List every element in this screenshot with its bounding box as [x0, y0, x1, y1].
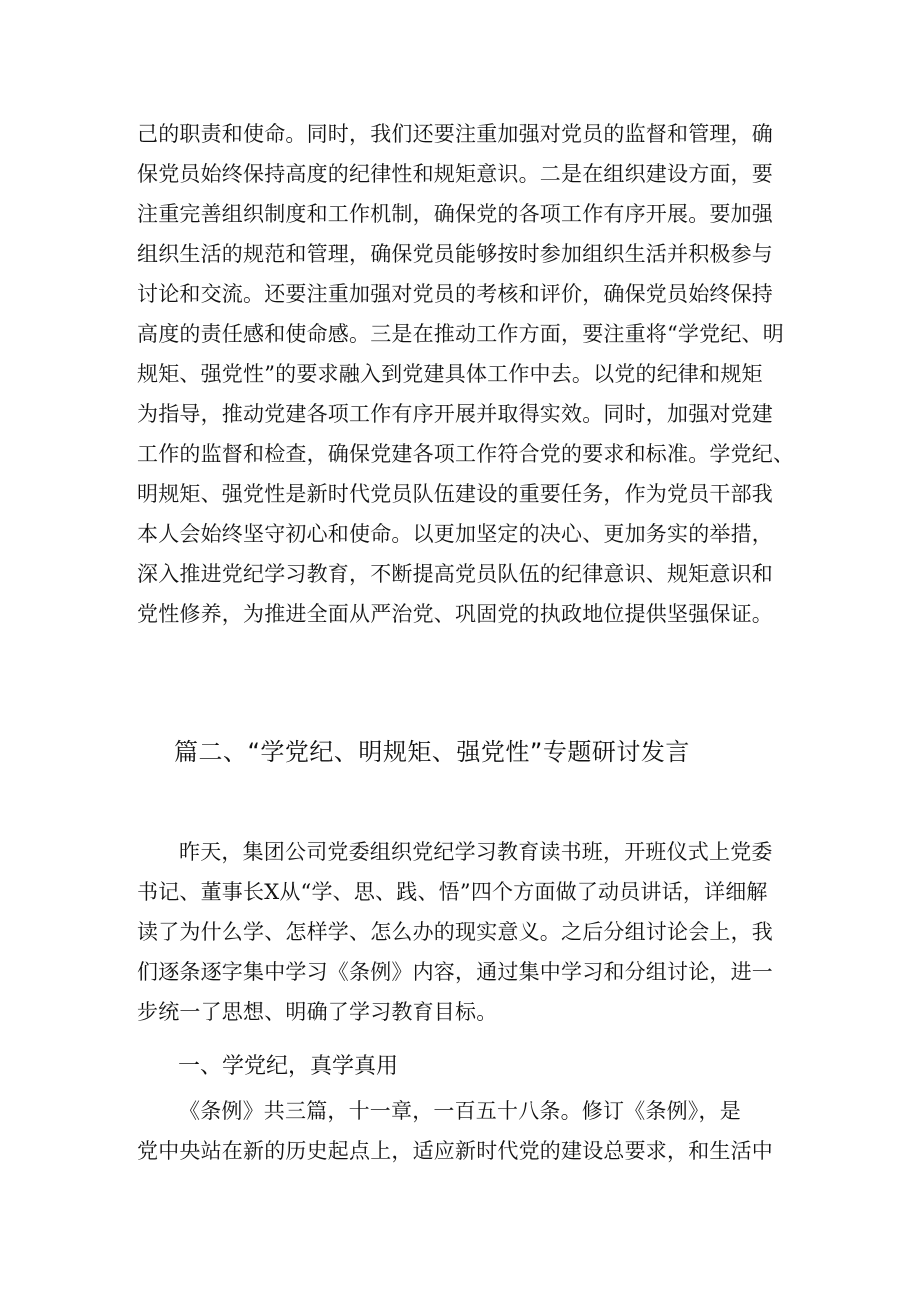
paragraph-line: 们逐条逐字集中学习《条例》内容，通过集中学习和分组讨论，进一: [137, 960, 773, 984]
paragraph-line: 规矩、强党性”的要求融入到党建具体工作中去。以党的纪律和规矩: [137, 362, 763, 386]
paragraph-line: 昨天，集团公司党委组织党纪学习教育读书班，开班仪式上党委: [179, 840, 773, 864]
paragraph-line: 党中央站在新的历史起点上，适应新时代党的建设总要求，和生活中: [137, 1139, 773, 1163]
paragraph-line: 讨论和交流。还要注重加强对党员的考核和评价，确保党员始终保持: [137, 282, 773, 306]
paragraph-line: 书记、董事长X从“学、思、践、悟”四个方面做了动员讲话，详细解: [137, 880, 768, 904]
paragraph-line: 为指导，推动党建各项工作有序开展并取得实效。同时，加强对党建: [137, 402, 773, 426]
paragraph-line: 步统一了思想、明确了学习教育目标。: [137, 1000, 498, 1024]
opening-paragraph: [137, 832, 797, 1032]
paragraph-line: 本人会始终坚守初心和使命。以更加坚定的决心、更加务实的举措，: [137, 522, 773, 546]
paragraph-line: 深入推进党纪学习教育，不断提高党员队伍的纪律意识、规矩意识和: [137, 562, 773, 586]
paragraph-line: 《条例》共三篇，十一章，一百五十八条。修订《条例》，是: [179, 1099, 741, 1123]
paragraph-line: 工作的监督和检查，确保党建各项工作符合党的要求和标准。学党纪、: [137, 442, 795, 466]
paragraph-line: 注重完善组织制度和工作机制，确保党的各项工作有序开展。要加强: [137, 202, 773, 226]
paragraph-line: 党性修养，为推进全面从严治党、巩固党的执政地位提供坚强保证。: [137, 602, 773, 626]
paragraph-line: 己的职责和使命。同时，我们还要注重加强对党员的监督和管理，确: [137, 122, 773, 146]
intro-paragraph: [137, 114, 797, 634]
paragraph-line: 读了为什么学、怎样学、怎么办的现实意义。之后分组讨论会上，我: [137, 920, 773, 944]
paragraph-line: 明规矩、强党性是新时代党员队伍建设的重要任务，作为党员干部我: [137, 482, 773, 506]
paragraph-line: 保党员始终保持高度的纪律性和规矩意识。二是在组织建设方面，要: [137, 162, 773, 186]
section-title: 篇二、“学党纪、明规矩、强党性”专题研讨发言: [174, 738, 690, 766]
paragraph-line: 组织生活的规范和管理，确保党员能够按时参加组织生活并积极参与: [137, 242, 773, 266]
paragraph-line: 高度的责任感和使命感。三是在推动工作方面，要注重将“学党纪、明: [137, 322, 784, 346]
closing-paragraph: [137, 1091, 797, 1171]
subsection-title: 一、学党纪，真学真用: [178, 1054, 399, 1079]
